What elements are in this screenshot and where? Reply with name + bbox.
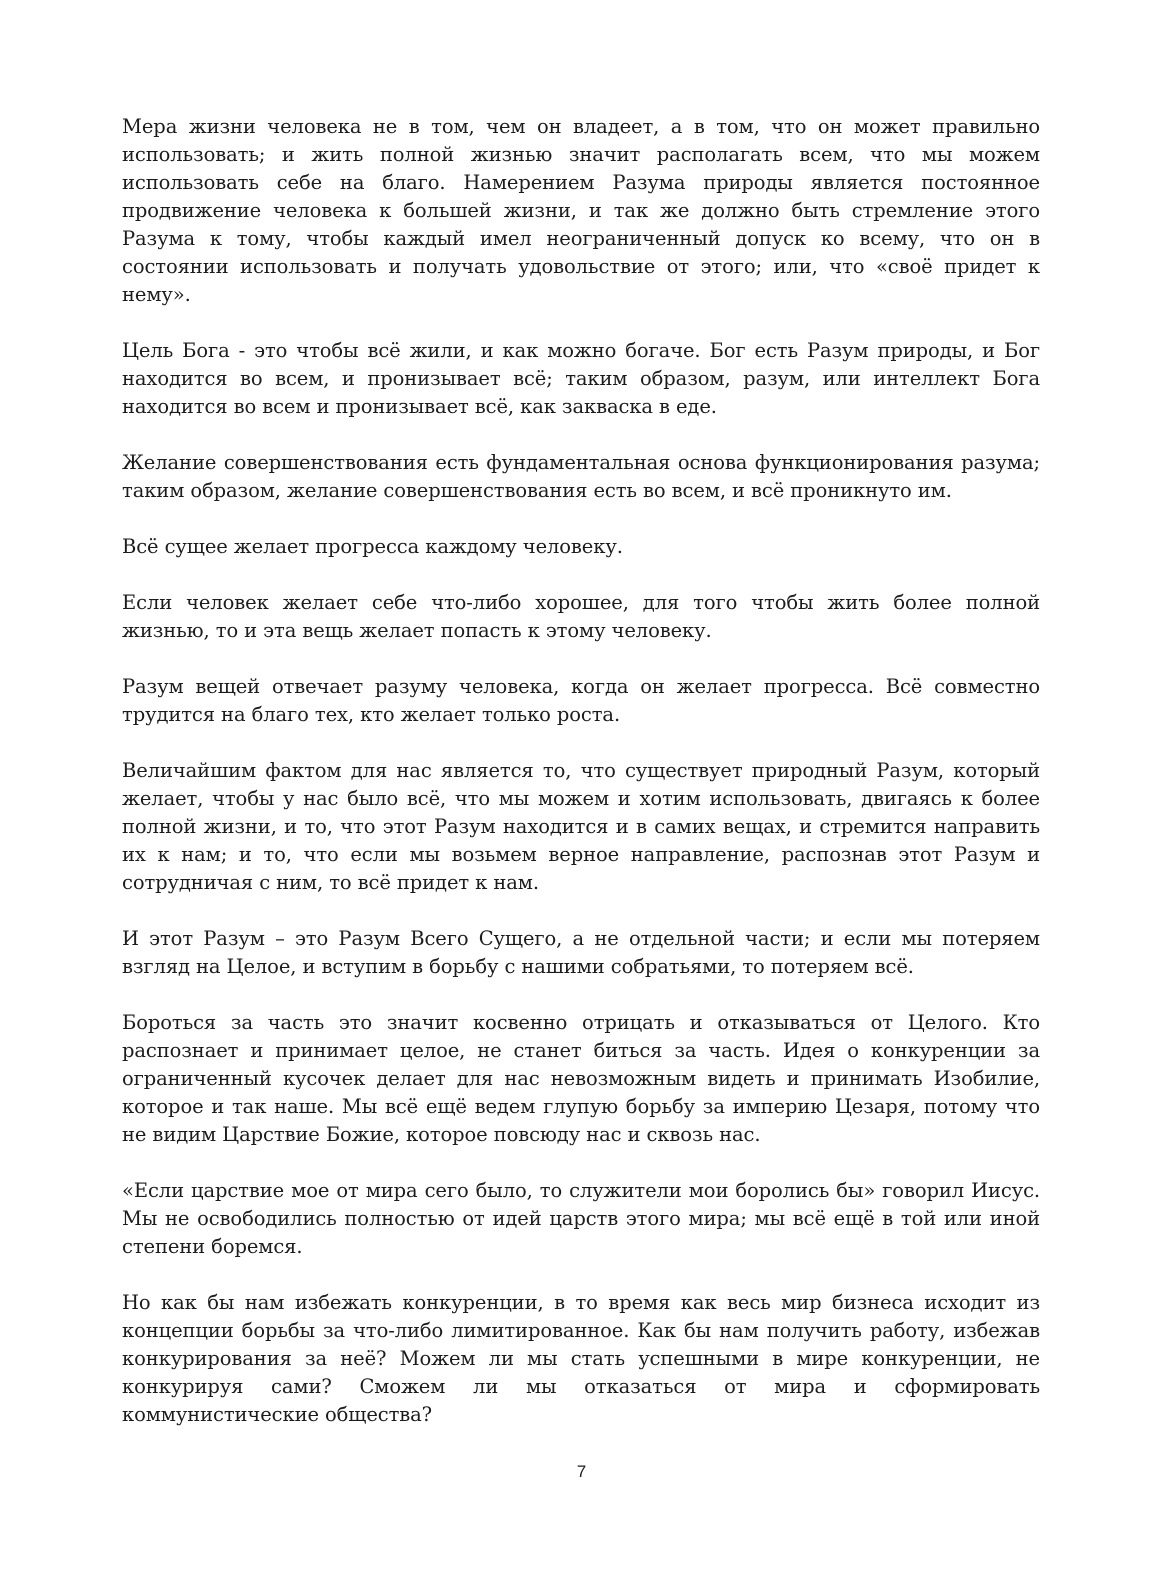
paragraph-5: Если человек желает себе что-либо хорошее, для того чтобы жить более полной жизнью, то и эта вещь желает попасть к этому человеку. bbox=[122, 591, 1040, 642]
page-number: 7 bbox=[576, 1462, 587, 1481]
paragraph-3: Желание совершенствования есть фундаментальная основа функционирования разума; таким образом, желание совершенствования есть во всем, и всё проникнуто им. bbox=[122, 451, 1040, 502]
paragraph-8: И этот Разум – это Разум Всего Сущего, а не отдельной части; и если мы потеряем взгляд на Целое, и вступим в борьбу с нашими собратьями, то потеряем всё. bbox=[122, 927, 1040, 978]
paragraph-9: Бороться за часть это значит косвенно отрицать и отказываться от Целого. Кто распознает и принимает целое, не станет биться за часть. Идея о конкуренции за ограниченный кусочек делает для нас невозможным видеть и принимать Изобилие, которое и так наше. Мы всё ещё ведем глупую борьбу за империю Цезаря, потому что не видим Царствие Божие, которое повсюду нас и сквозь нас. bbox=[122, 1011, 1040, 1146]
body-text bbox=[122, 113, 1040, 1457]
paragraph-4: Всё сущее желает прогресса каждому человеку. bbox=[122, 535, 623, 558]
paragraph-2: Цель Бога - это чтобы всё жили, и как можно богаче. Бог есть Разум природы, и Бог находится во всем, и пронизывает всё; таким образом, разум, или интеллект Бога находится во всем и пронизывает всё, как закваска в еде. bbox=[122, 339, 1040, 418]
paragraph-10: «Если царствие мое от мира сего было, то служители мои боролись бы» говорил Иисус. Мы не освободились полностью от идей царств этого мира; мы всё ещё в той или иной степени боремся. bbox=[122, 1179, 1040, 1258]
paragraph-11: Но как бы нам избежать конкуренции, в то время как весь мир бизнеса исходит из концепции борьбы за что-либо лимитированное. Как бы нам получить работу, избежав конкурирования за неё? Можем ли мы стать успешными в мире конкуренции, не конкурируя сами? Сможем ли мы отказаться от мира и сформировать коммунистические общества? bbox=[122, 1291, 1040, 1426]
paragraph-1: Мера жизни человека не в том, чем он владеет, а в том, что он может правильно использовать; и жить полной жизнью значит располагать всем, что мы можем использовать себе на благо. Намерением Разума природы является постоянное продвижение человека к большей жизни, и так же должно быть стремление этого Разума к тому, чтобы каждый имел неограниченный допуск ко всему, что он в состоянии использовать и получать удовольствие от этого; или, что «своё придет к нему». bbox=[122, 115, 1040, 306]
paragraph-6: Разум вещей отвечает разуму человека, когда он желает прогресса. Всё совместно трудится на благо тех, кто желает только роста. bbox=[122, 675, 1040, 726]
paragraph-7: Величайшим фактом для нас является то, что существует природный Разум, который желает, чтобы у нас было всё, что мы можем и хотим использовать, двигаясь к более полной жизни, и то, что этот Разум находится и в самих вещах, и стремится направить их к нам; и то, что если мы возьмем верное направление, распознав этот Разум и сотрудничая с ним, то всё придет к нам. bbox=[122, 759, 1040, 894]
